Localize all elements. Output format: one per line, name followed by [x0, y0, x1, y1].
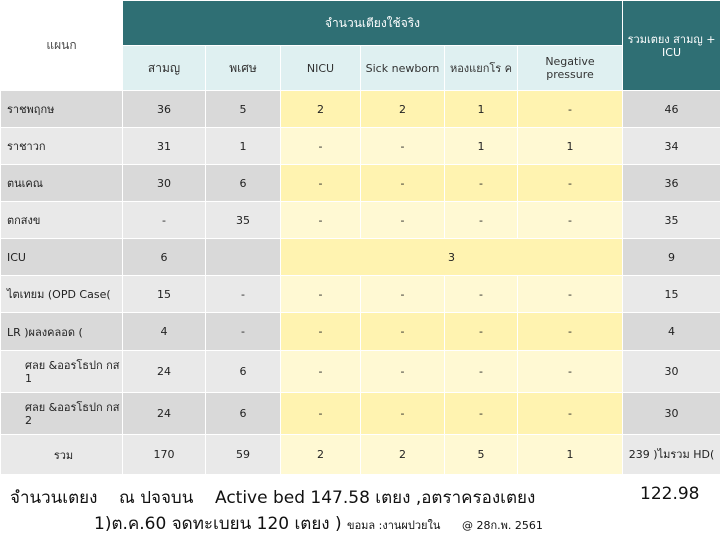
- cell: 1: [518, 128, 623, 165]
- cell: -: [518, 202, 623, 239]
- cell: 15: [123, 276, 206, 313]
- cell: 36: [123, 91, 206, 128]
- cell: 24: [123, 393, 206, 435]
- row-total: 35: [623, 202, 720, 239]
- row-total: 30: [623, 393, 720, 435]
- cell: 2: [361, 435, 445, 475]
- cell: -: [361, 165, 445, 202]
- cell: 170: [123, 435, 206, 475]
- row-label: ราชพฤกษ: [1, 91, 123, 128]
- col-header-negative-pressure: Negative pressure: [518, 46, 623, 91]
- cell: 4: [123, 313, 206, 351]
- cell: -: [445, 202, 518, 239]
- col-header-isolation: หองแยกโร ค: [445, 46, 518, 91]
- cell: -: [281, 276, 361, 313]
- footer-current-label: ณ ปจจบน: [119, 488, 194, 508]
- beds-in-use-header: จำนวนเตียงใช้จริง: [123, 1, 623, 46]
- table-row: [1, 351, 720, 393]
- department-header: แผนก: [1, 1, 123, 91]
- cell: 1: [206, 128, 281, 165]
- row-total: 36: [623, 165, 720, 202]
- cell: 1: [445, 128, 518, 165]
- table-row: [1, 276, 720, 313]
- cell: [206, 239, 281, 276]
- cell: -: [281, 313, 361, 351]
- cell: 2: [281, 91, 361, 128]
- row-label: ราชาวก: [1, 128, 123, 165]
- cell: 24: [123, 351, 206, 393]
- cell: -: [361, 393, 445, 435]
- cell: -: [361, 128, 445, 165]
- col-header-nicu: NICU: [281, 46, 361, 91]
- cell: 59: [206, 435, 281, 475]
- cell-merged: 3: [281, 239, 623, 276]
- table-row: [1, 393, 720, 435]
- table-row: [1, 202, 720, 239]
- col-header-regular: สามญ: [123, 46, 206, 91]
- grand-total: 239 )ไมรวม HD(: [623, 435, 720, 475]
- footer-line-1: [10, 484, 535, 511]
- total-column-header: รวมเตยง สามญ + ICU: [623, 1, 720, 91]
- cell: -: [445, 165, 518, 202]
- row-label: ตกสงข: [1, 202, 123, 239]
- cell: -: [361, 351, 445, 393]
- col-header-special: พเศษ: [206, 46, 281, 91]
- cell: -: [281, 202, 361, 239]
- footer-occupancy-value: 122.98: [640, 484, 700, 504]
- cell: -: [206, 313, 281, 351]
- cell: 1: [518, 435, 623, 475]
- cell: -: [445, 276, 518, 313]
- cell: -: [518, 393, 623, 435]
- table-row: [1, 313, 720, 351]
- cell: 6: [206, 351, 281, 393]
- row-total: 9: [623, 239, 720, 276]
- cell: 2: [361, 91, 445, 128]
- cell: 31: [123, 128, 206, 165]
- cell: -: [361, 276, 445, 313]
- row-label: LR )ผลงคลอด (: [1, 313, 123, 351]
- col-header-sick-newborn: Sick newborn: [361, 46, 445, 91]
- cell: 35: [206, 202, 281, 239]
- cell: 5: [445, 435, 518, 475]
- row-total: 46: [623, 91, 720, 128]
- footer-note: [0, 480, 720, 540]
- row-label: ตนเคณ: [1, 165, 123, 202]
- row-total: 30: [623, 351, 720, 393]
- cell: -: [281, 165, 361, 202]
- cell: -: [281, 393, 361, 435]
- cell: -: [361, 313, 445, 351]
- cell: 2: [281, 435, 361, 475]
- footer-source: ขอมล :งานผปวยใน: [347, 519, 441, 532]
- cell: -: [518, 276, 623, 313]
- footer-registered-beds: 1)ต.ค.60 จดทะเบยน 120 เตยง ): [94, 514, 342, 534]
- cell: 1: [445, 91, 518, 128]
- row-label: ศลย &ออรโธปก กส 1: [1, 351, 123, 393]
- footer-date: @ 28ก.พ. 2561: [462, 519, 543, 532]
- cell: -: [518, 91, 623, 128]
- table-row-icu: [1, 239, 720, 276]
- cell: -: [281, 128, 361, 165]
- footer-bed-count-label: จำนวนเตยง: [10, 488, 98, 508]
- row-label: ศลย &ออรโธปก กส 2: [1, 393, 123, 435]
- row-total: 15: [623, 276, 720, 313]
- table-row-total: [1, 435, 720, 475]
- row-label: ICU: [1, 239, 123, 276]
- cell: -: [361, 202, 445, 239]
- cell: -: [123, 202, 206, 239]
- row-total: 34: [623, 128, 720, 165]
- cell: -: [518, 165, 623, 202]
- cell: 6: [123, 239, 206, 276]
- row-label: รวม: [1, 435, 123, 475]
- row-total: 4: [623, 313, 720, 351]
- cell: -: [518, 351, 623, 393]
- cell: 30: [123, 165, 206, 202]
- cell: -: [281, 351, 361, 393]
- table-row: [1, 128, 720, 165]
- cell: -: [445, 351, 518, 393]
- footer-active-bed: Active bed 147.58 เตยง ,อตราครองเตยง: [214, 488, 536, 508]
- cell: 5: [206, 91, 281, 128]
- row-label: ไตเทยม (OPD Case(: [1, 276, 123, 313]
- footer-line-2: [94, 510, 543, 537]
- cell: -: [445, 393, 518, 435]
- cell: -: [518, 313, 623, 351]
- cell: 6: [206, 393, 281, 435]
- cell: -: [206, 276, 281, 313]
- table-row: [1, 91, 720, 128]
- cell: -: [445, 313, 518, 351]
- cell: 6: [206, 165, 281, 202]
- table-row: [1, 165, 720, 202]
